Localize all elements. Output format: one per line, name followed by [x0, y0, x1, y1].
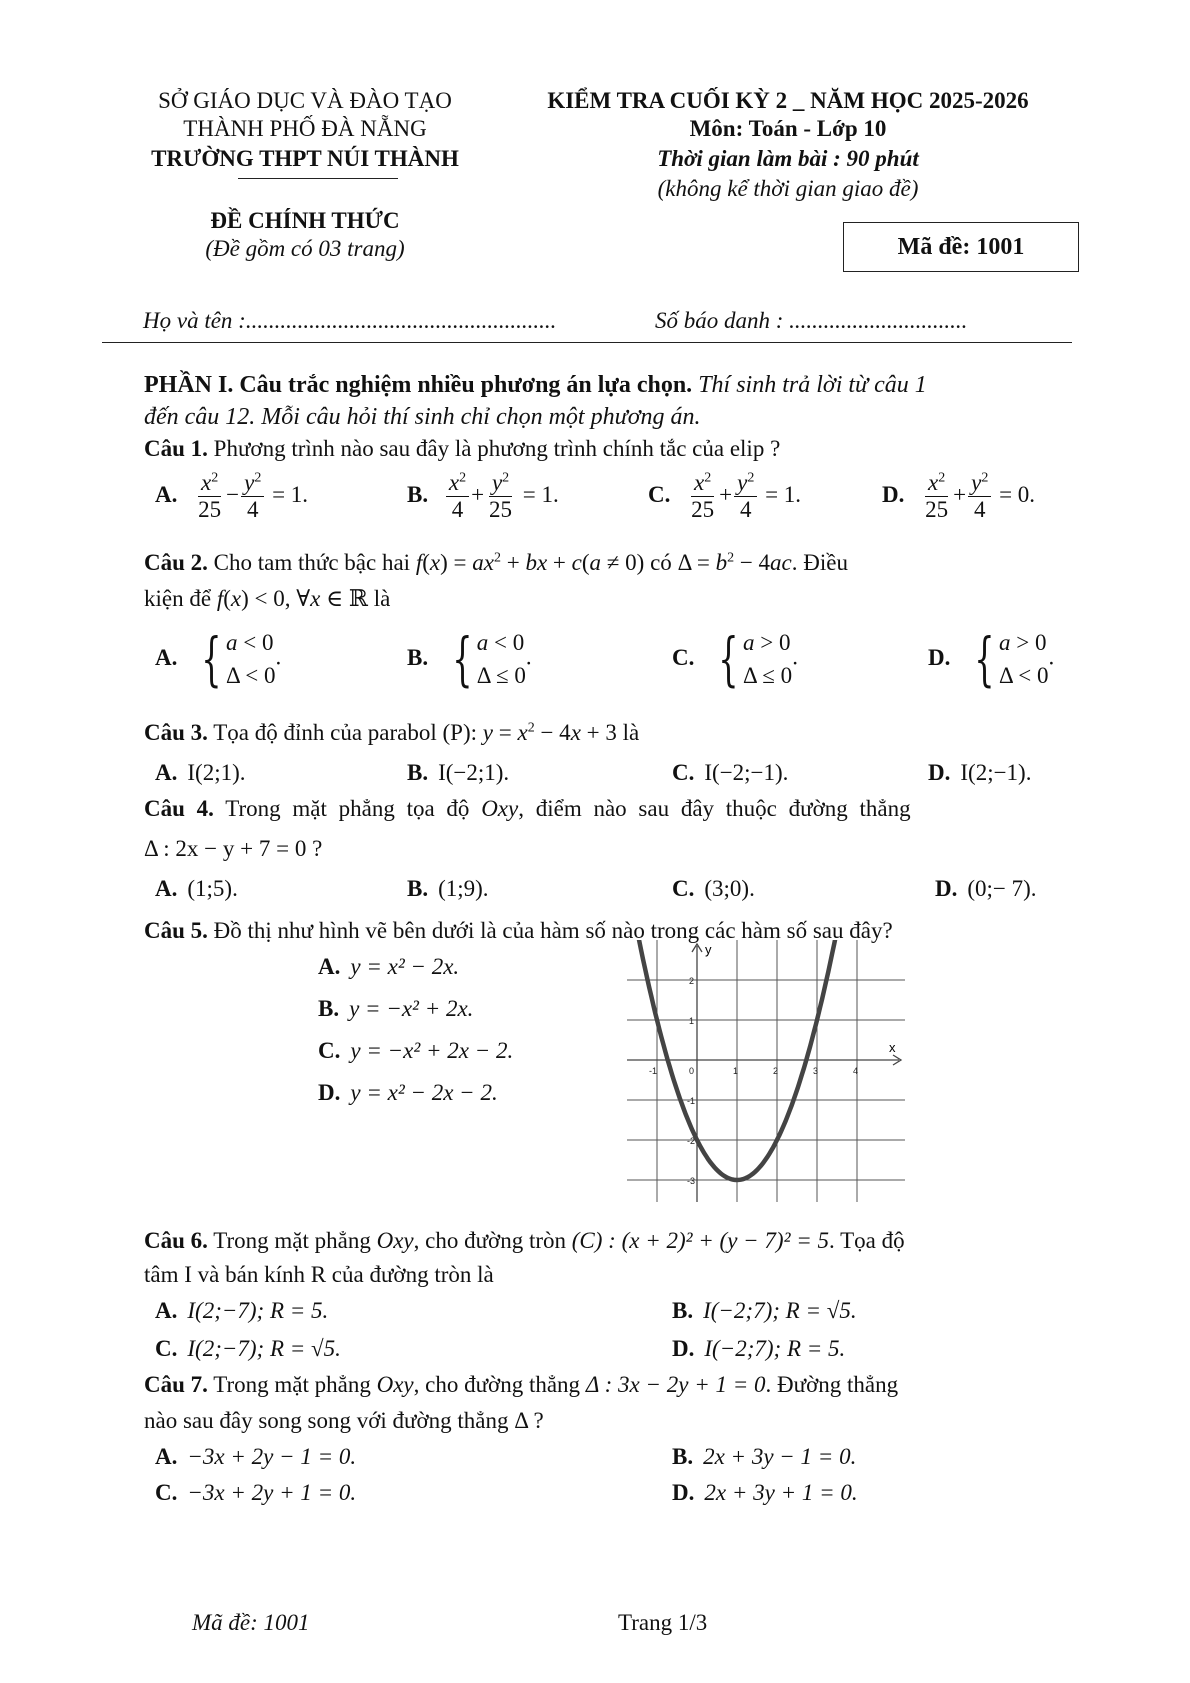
option-text: (1;9). — [438, 876, 489, 901]
question-text: có — [650, 550, 672, 575]
q4-option-c[interactable]: C. (3;0). — [672, 876, 755, 901]
exam-code-box: Mã đề: 1001 — [843, 222, 1079, 272]
x-tick-label: 1 — [733, 1066, 739, 1076]
question-6: Câu 6. Trong mặt phẳng Oxy, cho đường tròn (C) : (x + 2)² + (y − 7)² = 5. Tọa độ — [144, 1228, 905, 1253]
q4-option-d[interactable]: D. (0;− 7). — [935, 876, 1037, 901]
question-6-line-2: tâm I và bán kính R của đường tròn là — [144, 1262, 494, 1287]
y-tick-label: -3 — [687, 1176, 696, 1186]
q7-option-c[interactable]: C. −3x + 2y + 1 = 0. — [155, 1480, 357, 1505]
q2-option-c[interactable]: C. { a > 0 Δ ≤ 0 . — [672, 625, 798, 694]
q4-option-a[interactable]: A. (1;5). — [155, 876, 238, 901]
option-text: I(2;−1). — [960, 760, 1032, 785]
question-label: Câu 2. — [144, 550, 208, 575]
question-label: Câu 5. — [144, 918, 208, 943]
question-4: Câu 4. Trong mặt phẳng tọa độ Oxy, điểm nào sau đây thuộc đường thẳng — [144, 796, 911, 821]
q6-option-d[interactable]: D. I(−2;7); R = 5. — [672, 1336, 846, 1361]
question-text: Trong mặt phẳng tọa độ — [213, 796, 470, 821]
q3-option-a[interactable]: A. I(2;1). — [155, 760, 246, 785]
q2-option-b[interactable]: B. { a < 0 Δ ≤ 0 . — [407, 625, 532, 694]
y-tick-label: 1 — [689, 1016, 695, 1026]
question-text: là — [373, 586, 391, 611]
x-tick-label: 3 — [813, 1066, 819, 1076]
option-text: −3x + 2y − 1 = 0. — [187, 1444, 357, 1469]
option-text: (0;− 7). — [967, 876, 1037, 901]
question-text: , cho đường thẳng — [413, 1372, 581, 1397]
part1-instruction-2: đến câu 12. Mỗi câu hỏi thí sinh chỉ chọn một phương án. — [144, 404, 701, 430]
option-text: I(−2;7); R = √5. — [703, 1298, 857, 1323]
q1-option-c[interactable]: C. $\frac{x^2}{25}$ + $\frac{y^2}{4}$ = 1. — [648, 470, 802, 523]
x-axis-label: x — [889, 1040, 896, 1055]
x-tick-label: 4 — [853, 1066, 859, 1076]
part1-instruction: Thí sinh trả lời từ câu 1 — [692, 372, 927, 398]
x-tick-label: -1 — [649, 1066, 658, 1076]
option-text: I(−2;7); R = 5. — [704, 1336, 846, 1361]
option-text: 2x + 3y + 1 = 0. — [704, 1480, 858, 1505]
y-tick-label: 2 — [689, 976, 695, 986]
question-7: Câu 7. Trong mặt phẳng Oxy, cho đường thẳng Δ : 3x − 2y + 1 = 0. Đường thẳng — [144, 1372, 899, 1397]
option-text: y = x² − 2x − 2. — [350, 1080, 498, 1105]
line-equation: Δ : 3x − 2y + 1 = 0 — [585, 1372, 766, 1397]
q5-option-b[interactable]: B. y = −x² + 2x. — [318, 996, 474, 1021]
q3-option-b[interactable]: B. I(−2;1). — [407, 760, 510, 785]
q6-option-c[interactable]: C. I(2;−7); R = √5. — [155, 1336, 341, 1361]
question-text: . Điều — [791, 550, 848, 575]
question-label: Câu 7. — [144, 1372, 208, 1397]
question-text: Tọa độ đỉnh của parabol (P): — [207, 720, 478, 745]
q6-option-b[interactable]: B. I(−2;7); R = √5. — [672, 1298, 857, 1323]
y-axis-label: y — [705, 942, 712, 957]
question-2-line-2: kiện để f(x) < 0, ∀x ∈ ℝ là — [144, 586, 391, 611]
school-name: TRƯỜNG THPT NÚI THÀNH — [151, 146, 459, 171]
department-line-2: THÀNH PHỐ ĐÀ NẴNG — [183, 116, 427, 141]
question-2: Câu 2. Cho tam thức bậc hai $f(x) = ax^2$ + bx + c(a ≠ 0) có $\Delta = b^2 - 4ac$. Điều — [144, 550, 848, 575]
q5-option-a[interactable]: A. y = x² − 2x. — [318, 954, 460, 979]
option-text: 2x + 3y − 1 = 0. — [703, 1444, 857, 1469]
department-line-1: SỞ GIÁO DỤC VÀ ĐÀO TẠO — [158, 88, 452, 113]
q4-option-b[interactable]: B. (1;9). — [407, 876, 489, 901]
school-underline — [238, 178, 398, 179]
option-text: I(−2;−1). — [704, 760, 789, 785]
question-1 — [144, 436, 780, 462]
question-text: , điểm nào sau đây thuộc đường thẳng — [518, 796, 911, 821]
question-label: Câu 6. — [144, 1228, 208, 1253]
question-text: , cho đường tròn — [413, 1228, 567, 1253]
option-text: I(2;−7); R = 5. — [187, 1298, 329, 1323]
q7-option-a[interactable]: A. −3x + 2y − 1 = 0. — [155, 1444, 357, 1469]
option-text: (3;0). — [704, 876, 755, 901]
q3-option-c[interactable]: C. I(−2;−1). — [672, 760, 789, 785]
question-text: Trong mặt phẳng — [207, 1228, 371, 1253]
header-divider — [102, 342, 1072, 343]
y-tick-label: -2 — [687, 1136, 696, 1146]
option-text: I(2;−7); R = √5. — [187, 1336, 341, 1361]
part1-title: PHẦN I. Câu trắc nghiệm nhiều phương án lựa chọn. — [144, 372, 693, 398]
q5-option-d[interactable]: D. y = x² − 2x − 2. — [318, 1080, 498, 1105]
student-id-field: Số báo danh : ............................... — [655, 308, 968, 333]
q7-option-b[interactable]: B. 2x + 3y − 1 = 0. — [672, 1444, 857, 1469]
exam-title: KIỂM TRA CUỐI KỲ 2 _ NĂM HỌC 2025-2026 — [547, 88, 1029, 113]
q3-option-d[interactable]: D. I(2;−1). — [928, 760, 1032, 785]
q1-option-b[interactable]: B. $\frac{x^2}{4}$ + $\frac{y^2}{25}$ = 1. — [407, 470, 559, 523]
q1-option-d[interactable]: D. $\frac{x^2}{25}$ + $\frac{y^2}{4}$ = 0. — [882, 470, 1036, 523]
q6-option-a[interactable]: A. I(2;−7); R = 5. — [155, 1298, 329, 1323]
option-text: y = x² − 2x. — [350, 954, 460, 979]
option-text: I(2;1). — [187, 760, 246, 785]
question-text: Cho tam thức bậc hai — [207, 550, 416, 575]
question-text: kiện để — [144, 586, 212, 611]
option-text: I(−2;1). — [438, 760, 510, 785]
question-4-line-2: Δ : 2x − y + 7 = 0 ? — [144, 836, 323, 861]
question-7-line-2: nào sau đây song song với đường thẳng Δ ? — [144, 1408, 544, 1433]
question-text: Phương trình nào sau đây là phương trình chính tắc của elip ? — [207, 436, 781, 461]
official-label: ĐỀ CHÍNH THỨC — [210, 208, 400, 233]
x-tick-label: 2 — [773, 1066, 779, 1076]
y-tick-label: -1 — [687, 1096, 696, 1106]
question-label: Câu 1. — [144, 436, 208, 461]
question-text: Trong mặt phẳng — [207, 1372, 371, 1397]
option-text: y = −x² + 2x − 2. — [350, 1038, 514, 1063]
question-text: Đồ thị như hình vẽ bên dưới là của hàm số nào trong các hàm số sau đây? — [207, 918, 893, 943]
question-label: Câu 3. — [144, 720, 208, 745]
q7-option-d[interactable]: D. 2x + 3y + 1 = 0. — [672, 1480, 858, 1505]
part1-heading — [144, 372, 927, 399]
question-3: Câu 3. Tọa độ đỉnh của parabol (P): $y = x^2 - 4x + 3$ là — [144, 720, 640, 745]
footer-page-number: Trang 1/3 — [618, 1610, 708, 1635]
circle-equation: (C) : (x + 2)² + (y − 7)² = 5 — [571, 1228, 830, 1253]
question-text: . Đường thẳng — [765, 1372, 899, 1397]
option-text: −3x + 2y + 1 = 0. — [187, 1480, 357, 1505]
q2-option-a[interactable]: A. { a < 0 Δ < 0 . — [155, 625, 282, 694]
option-text: y = −x² + 2x. — [349, 996, 474, 1021]
option-text: (1;5). — [187, 876, 238, 901]
question-label: Câu 4. — [144, 796, 214, 821]
q1-option-a[interactable]: A. $\frac{x^2}{25}$ − $\frac{y^2}{4}$ = 1. — [155, 470, 309, 523]
exam-time-note: (không kể thời gian giao đề) — [657, 176, 919, 201]
question-text: là — [622, 720, 640, 745]
q5-option-c[interactable]: C. y = −x² + 2x − 2. — [318, 1038, 514, 1063]
q2-option-d[interactable]: D. { a > 0 Δ < 0 . — [928, 625, 1055, 694]
subject-line: Môn: Toán - Lớp 10 — [689, 116, 887, 141]
footer-exam-code: Mã đề: 1001 — [192, 1610, 310, 1635]
student-name-field: Họ và tên :...................................................... — [143, 308, 557, 333]
parabola-graph — [627, 940, 907, 1202]
pages-note: (Đề gồm có 03 trang) — [205, 236, 405, 261]
x-tick-label: 0 — [689, 1066, 695, 1076]
question-text: . Tọa độ — [829, 1228, 905, 1253]
exam-time: Thời gian làm bài : 90 phút — [657, 146, 919, 171]
